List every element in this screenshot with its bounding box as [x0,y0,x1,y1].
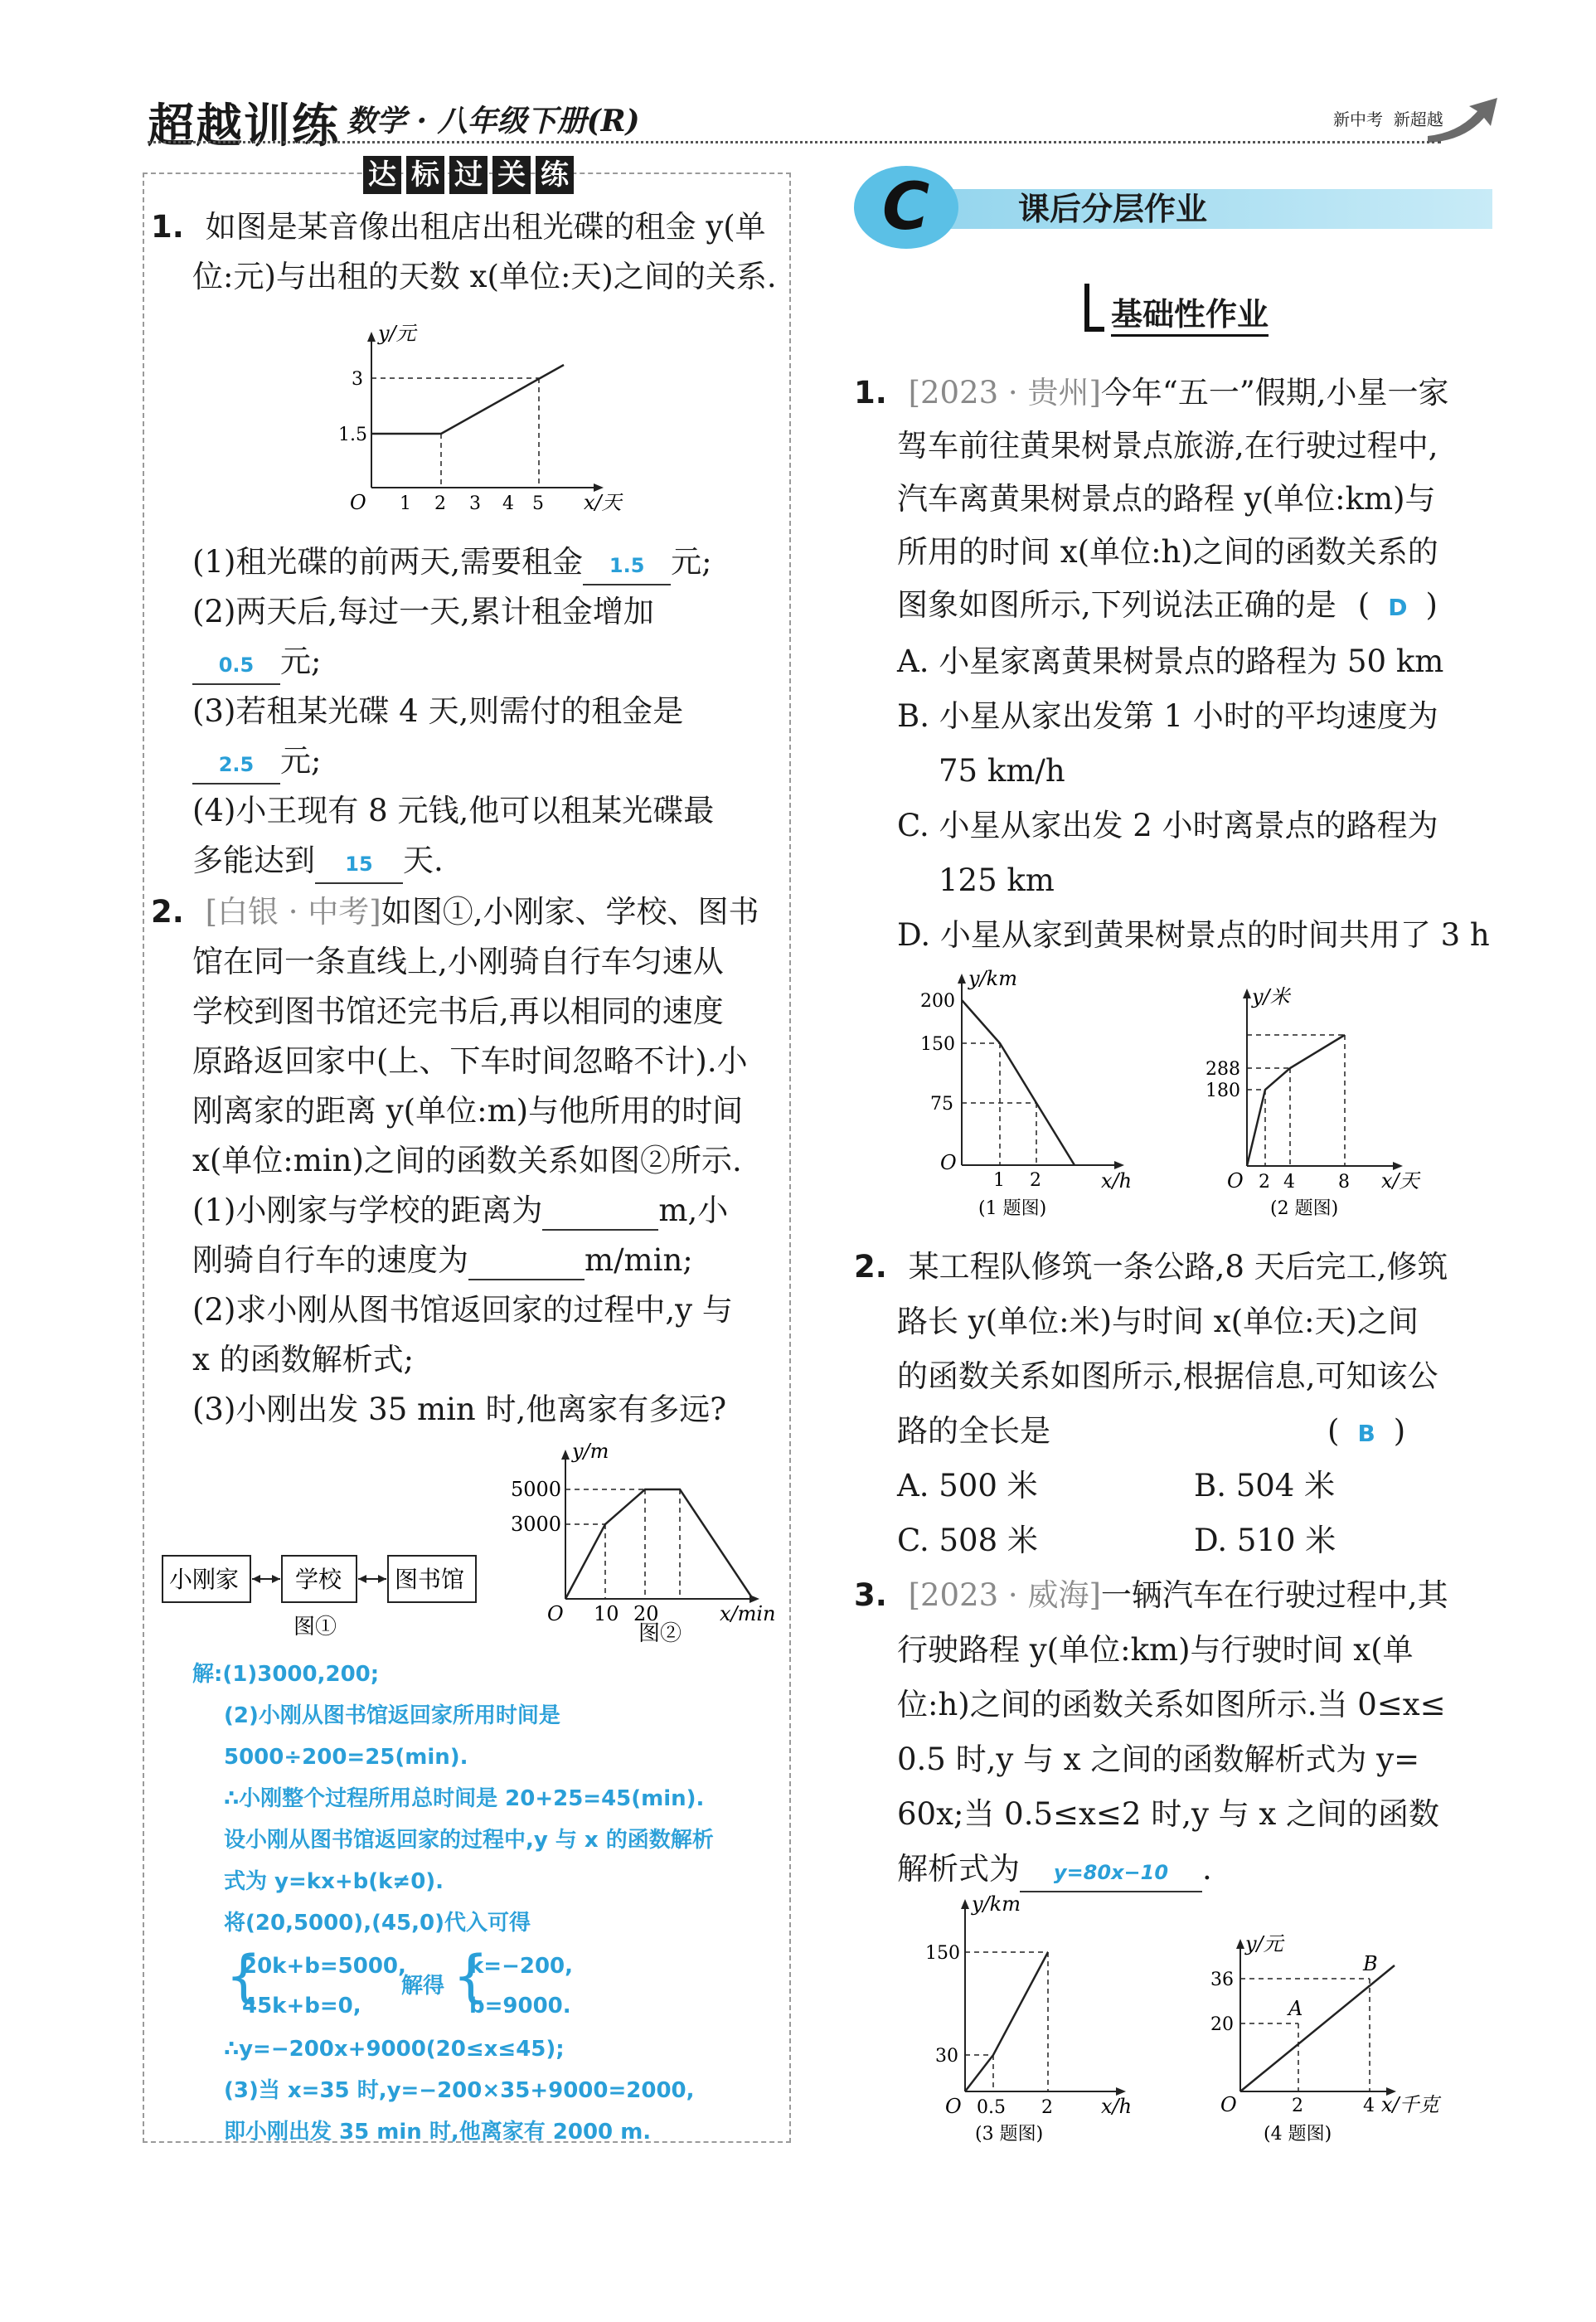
q4-chart-xtick: 4 [1363,2096,1375,2116]
q3-right-line5: 60x;当 0.5≤x≤2 时,y 与 x 之间的函数 [897,1796,1440,1832]
q2-solution-brace-right: { [453,1944,489,2009]
banner-char: 练 [536,156,574,194]
q2-left-line1 [151,894,759,930]
q2-left-text: 如图①,小刚家、学校、图书 [381,894,759,930]
q2-right-line4: 路的全长是 ( B ) [897,1413,1406,1449]
q2-fig2-origin: O [547,1602,564,1625]
q1-left-part4b [192,843,444,884]
q1-left-text: 如图是某音像出租店出租光碟的租金 y(单 [205,209,766,245]
q4-chart-ylabel: y/元 [1245,1932,1283,1955]
q1-left-chart [315,322,647,521]
q4-chart-point-b: B [1363,1952,1378,1975]
q2-fig2-xtick: 10 [594,1602,619,1625]
sub-title-bracket [1084,284,1104,332]
q2-solution-line: ∴y=−200x+9000(20≤x≤45); [224,2037,565,2062]
q3-right-line3: 位:h)之间的函数关系如图所示.当 0≤x≤ [897,1687,1446,1722]
q2-left-number: 2. [151,894,184,930]
q1-left-part3: (3)若租某光碟 4 天,则需付的租金是 [192,693,684,729]
q1-left-chart-xtick: 2 [434,493,446,514]
q1-left-answer1: 1.5 [609,554,645,577]
q2-right-optD: D. 510 米 [1194,1523,1336,1558]
header-rule [148,141,1441,143]
q1-left-part2-unit: 元; [280,644,322,679]
q1-right-chart-xtick: 2 [1030,1170,1041,1191]
q3-right-line1 [854,1577,1448,1614]
q1-right-chart-origin: O [940,1151,957,1174]
q1-right-line4: 所用的时间 x(单位:h)之间的函数关系的 [897,534,1438,570]
q2-left-line5: 刚离家的距离 y(单位:m)与他所用的时间 [192,1093,744,1129]
q1-right-optA: A. 小星家离黄果树景点的路程为 50 km [897,644,1444,679]
q3-right-line2: 行驶路程 y(单位:km)与行驶时间 x(单 [897,1632,1414,1668]
q2-left-line6: x(单位:min)之间的函数关系如图②所示. [192,1143,742,1178]
q2-left-part3: (3)小刚出发 35 min 时,他离家有多远? [192,1392,727,1427]
q1-right-line5-text: 图象如图所示,下列说法正确的是 [897,587,1336,623]
q2-right-optA: A. 500 米 [897,1468,1038,1503]
q1-left-chart-xtick: 1 [400,493,411,514]
q2-right-line3: 的函数关系如图所示,根据信息,可知该公 [897,1358,1438,1394]
q1-left-chart-ytick: 1.5 [338,425,367,445]
q1-left-chart-origin: O [350,491,366,514]
q1-left-answer4: 15 [345,853,373,876]
q2-solution-line: ∴小刚整个过程所用总时间是 20+25=45(min). [224,1786,705,1811]
q2-fig2-ytick: 3000 [511,1513,562,1536]
q2-fig1-home: 小刚家 [169,1566,240,1593]
q1-right-line5: 图象如图所示,下列说法正确的是 ( D ) [897,587,1438,623]
q3-right-line6 [897,1851,1212,1892]
q3-right-line4: 0.5 时,y 与 x 之间的函数解析式为 y= [897,1742,1420,1777]
q2-fig1-library: 图书馆 [395,1566,465,1593]
q2-solution-eq: 45k+b=0, [242,1994,361,2018]
q1-left-part4-text: 多能达到 [192,843,315,878]
q1-right-optB1: B. 小星从家出发第 1 小时的平均速度为 [897,698,1438,734]
sub-title: 基础性作业 [1111,289,1269,337]
q2-right-optB: B. 504 米 [1194,1468,1336,1503]
q1-left-line2: 位:元)与出租的天数 x(单位:天)之间的关系. [192,259,777,294]
q1-left-chart-xtick: 3 [469,493,481,514]
header-subtitle: 数学 · 八年级下册(R) [347,104,640,138]
q2-right-line2: 路长 y(单位:米)与时间 x(单位:天)之间 [897,1304,1419,1339]
q1-left-answer3: 2.5 [218,753,255,776]
q2-left-part1 [192,1193,728,1231]
q4-chart-origin: O [1220,2093,1237,2116]
q2-fig2-ylabel: y/m [572,1441,609,1463]
q2-solution-line: 5000÷200=25(min). [224,1745,468,1770]
q3-right-line6-text: 解析式为 [897,1851,1020,1887]
q2-fig1-school: 学校 [295,1566,342,1593]
q1-right-number: 1. [854,375,887,410]
q2-right-chart-ytick: 180 [1205,1081,1240,1101]
q2-right-chart-ytick: 288 [1205,1059,1240,1080]
q3-right-source: [2023 · 威海] [908,1577,1101,1613]
q1-right-optC2: 125 km [939,862,1055,898]
q1-right-source: [2023 · 贵州] [908,375,1101,410]
q1-right-chart-caption: (1 题图) [978,1198,1047,1219]
q3-right-number: 3. [854,1577,887,1613]
q2-fig2-ytick: 5000 [511,1478,562,1501]
q1-right-optD: D. 小星从家到黄果树景点的时间共用了 3 h [897,917,1490,953]
q2-right-number: 2. [854,1249,887,1285]
q4-right-chart [1194,1932,1459,2154]
q1-right-chart-ytick: 200 [920,991,955,1012]
q2-solution-result: b=9000. [469,1994,571,2018]
q2-fig1-caption: 图① [293,1615,337,1639]
banner-char: 过 [449,156,488,194]
q1-right-chart-xtick: 1 [993,1170,1005,1191]
q2-right-chart-ylabel: y/米 [1252,985,1290,1008]
q3-right-chart [895,1889,1161,2154]
q2-solution-brace-left: { [226,1944,262,2009]
header-right: 新中考 新超越 [1333,109,1443,129]
q4-chart-point-a: A [1288,1997,1303,2020]
q2-right-chart-xtick: 4 [1283,1172,1295,1193]
q2-solution-line: 将(20,5000),(45,0)代入可得 [224,1911,531,1936]
q1-right-line3: 汽车离黄果树景点的路程 y(单位:km)与 [897,481,1436,517]
q2-left-part1-text: (1)小刚家与学校的距离为 [192,1193,543,1228]
q1-right-text: 今年“五一”假期,小星一家 [1100,375,1449,410]
q2-left-line3: 学校到图书馆还完书后,再以相同的速度 [192,993,724,1029]
q2-solution-line: (3)当 x=35 时,y=−200×35+9000=2000, [224,2078,695,2103]
q3-right-chart-xtick: 2 [1041,2097,1053,2118]
q1-left-part2b [192,644,321,685]
q2-left-part2: (2)求小刚从图书馆返回家的过程中,y 与 [192,1292,733,1328]
q2-fig2-xlabel: x/min [720,1602,776,1625]
q1-left-answer2: 0.5 [218,653,255,677]
banner-char: 标 [406,156,444,194]
q2-solution-line: 即小刚出发 35 min 时,他离家有 2000 m. [224,2120,652,2145]
q3-right-chart-xtick: 0.5 [977,2097,1006,2118]
q1-left-chart-xlabel: x/天 [584,491,622,514]
q1-left-chart-ytick: 3 [352,369,363,390]
q1-right-line1 [854,375,1449,411]
q2-right-chart [1194,979,1459,1227]
q2-solution-result: k=−200, [469,1954,574,1979]
q2-left-part1c-text: 刚骑自行车的速度为 [192,1242,468,1278]
q2-left-line2: 馆在同一条直线上,小刚骑自行车匀速从 [192,944,724,979]
q1-right-optC1: C. 小星从家出发 2 小时离景点的路程为 [897,808,1438,843]
q2-solution-line: 式为 y=kx+b(k≠0). [224,1869,444,1894]
q2-fig2 [497,1441,786,1644]
header-brand: 超越训练 [148,100,340,153]
q2-left-part1-unit: m,小 [658,1193,729,1228]
q1-left-part4-unit: 天. [403,843,444,878]
q3-right-chart-ytick: 30 [935,2046,958,2067]
q1-left-line1 [151,209,766,245]
q1-right-optB2: 75 km/h [939,753,1065,789]
q1-left-part1-text: (1)租光碟的前两天,需要租金 [192,544,584,580]
q2-right-line4-text: 路的全长是 [897,1413,1050,1449]
banner-char: 关 [492,156,531,194]
q2-solution-eq: 20k+b=5000, [242,1954,406,1979]
q2-right-optC: C. 508 米 [897,1523,1038,1558]
q1-left-chart-xtick: 4 [502,493,514,514]
q4-chart-ytick: 20 [1210,2014,1234,2035]
banner-char: 达 [363,156,401,194]
q1-right-chart [904,962,1152,1227]
q2-left-source: [白银 · 中考] [205,894,381,930]
q1-right-chart-xlabel: x/h [1101,1169,1133,1193]
q2-right-chart-xtick: 8 [1338,1172,1350,1193]
q4-chart-xtick: 2 [1292,2096,1303,2116]
q2-right-line1 [854,1249,1448,1285]
q3-right-chart-caption: (3 题图) [975,2124,1044,2145]
q1-left-part2: (2)两天后,每过一天,累计租金增加 [192,594,654,629]
q2-right-chart-caption: (2 题图) [1270,1198,1339,1219]
q2-left-part1b [192,1242,693,1280]
q3-right-chart-xlabel: x/h [1101,2095,1133,2118]
q1-left-number: 1. [151,209,184,245]
q2-solution-line: 解:(1)3000,200; [192,1662,380,1687]
q2-left-part1d-unit: m/min; [585,1242,693,1278]
q2-solution-line: (2)小刚从图书馆返回家所用时间是 [224,1703,560,1728]
q2-right-chart-xlabel: x/天 [1381,1169,1419,1193]
q1-left-part1-unit: 元; [671,544,712,580]
q1-left-chart-ylabel: y/元 [378,322,416,345]
q1-right-chart-ytick: 75 [930,1094,953,1115]
q2-right-text: 某工程队修筑一条公路,8 天后完工,修筑 [908,1249,1448,1285]
q3-right-text: 一辆汽车在行驶过程中,其 [1100,1577,1448,1613]
section-c-title: 课后分层作业 [1018,191,1208,227]
banner-dabiao [363,156,574,194]
q1-left-chart-xtick: 5 [532,493,544,514]
q1-right-line2: 驾车前往黄果树景点旅游,在行驶过程中, [897,428,1438,464]
q2-solution-solve: 解得 [401,1974,445,1999]
q2-right-chart-origin: O [1227,1169,1244,1193]
q1-left-part4: (4)小王现有 8 元钱,他可以租某光碟最 [192,793,715,828]
q3-right-chart-origin: O [945,2095,962,2118]
q3-right-line6-end: . [1202,1851,1212,1887]
q2-left-part2b: x 的函数解析式; [192,1342,415,1377]
q1-left-part3-unit: 元; [280,743,322,779]
q2-right-chart-xtick: 2 [1259,1172,1270,1193]
q4-chart-caption: (4 题图) [1264,2124,1332,2145]
q3-right-chart-ylabel: y/km [972,1892,1021,1916]
q1-right-chart-ytick: 150 [920,1034,955,1055]
q1-left-part3b [192,743,321,785]
q2-right-answer: B [1357,1420,1375,1447]
q3-right-chart-ytick: 150 [925,1943,960,1964]
q4-chart-xlabel: x/千克 [1381,2093,1439,2116]
q2-left-line4: 原路返回家中(上、下车时间忽略不计).小 [192,1043,748,1079]
section-c-letter: C [882,170,930,245]
q1-right-chart-ylabel: y/km [968,967,1017,990]
q2-fig1 [159,1547,507,1644]
q2-fig2-xtick: 20 [633,1602,659,1625]
q1-right-answer: D [1388,594,1408,621]
q2-fig2-caption: 图② [638,1621,682,1644]
q3-right-answer: y=80x−10 [1053,1861,1169,1884]
q4-chart-ytick: 36 [1210,1970,1234,1990]
q1-left-part1 [192,544,712,585]
q2-solution-line: 设小刚从图书馆返回家的过程中,y 与 x 的函数解析 [224,1828,714,1853]
